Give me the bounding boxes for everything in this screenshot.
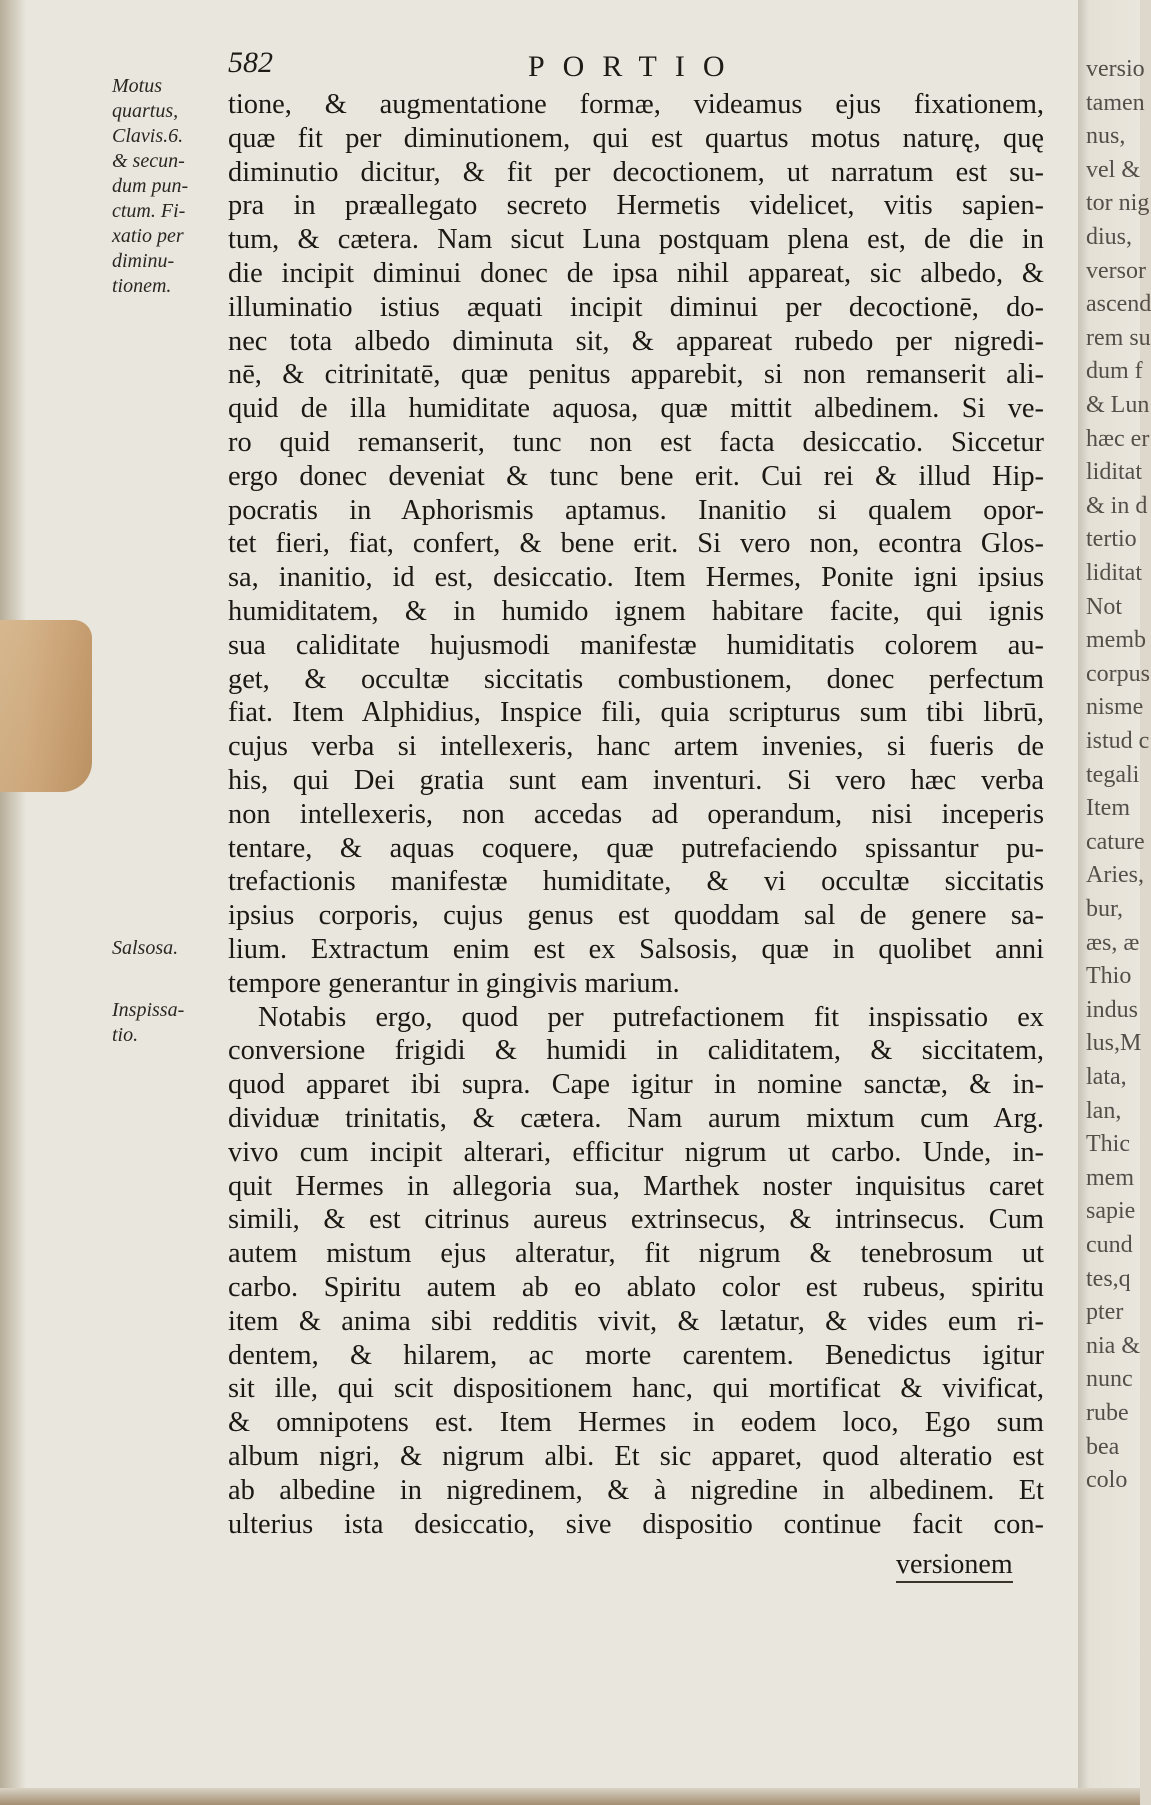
- facing-page-fragment: tamen: [1086, 89, 1145, 116]
- text-line: cujus verba si intellexeris, hanc artem invenies, si fueris de: [228, 731, 1044, 763]
- running-head: PORTIO: [528, 50, 743, 83]
- facing-page-fragment: æs, æ: [1086, 929, 1140, 956]
- facing-page-fragment: lus,M: [1086, 1030, 1142, 1057]
- text-line: conversione frigidi & humidi in caliditatem, & siccitatem,: [228, 1035, 1044, 1067]
- margin-note-line: Motus: [112, 75, 162, 97]
- facing-page-fragment: rem su: [1086, 324, 1151, 351]
- facing-page-fragment: hæc er: [1086, 425, 1150, 452]
- text-line: get, & occultæ siccitatis combustionem, donec perfectum: [228, 663, 1044, 695]
- facing-page-fragment: liditat: [1086, 560, 1142, 586]
- text-line: Notabis ergo, quod per putrefactionem fit inspissatio ex: [258, 1001, 1044, 1033]
- text-line: tentare, & aquas coquere, quæ putrefaciendo spissantur pu-: [228, 832, 1044, 864]
- binding-shadow: [0, 0, 26, 1805]
- text-line: pra in præallegato secreto Hermetis videlicet, vitis sapien-: [228, 190, 1044, 222]
- facing-page-fragment: pter: [1086, 1299, 1124, 1326]
- facing-page-fragment: Thic: [1086, 1131, 1130, 1158]
- text-line: nē, & citrinitatē, quæ penitus apparebit, si non remanserit ali-: [228, 359, 1044, 391]
- text-line: quæ fit per diminutionem, qui est quartus motus naturę, quę: [228, 122, 1044, 154]
- facing-page-fragment: vel &: [1086, 156, 1140, 183]
- tape-strip: [0, 620, 92, 792]
- facing-page-fragment: mem: [1086, 1164, 1134, 1191]
- catchword: versionem: [896, 1549, 1013, 1583]
- text-line: dentem, & hilarem, ac morte carentem. Benedictus igitur: [228, 1339, 1044, 1371]
- margin-note-line: Clavis.6.: [112, 125, 184, 147]
- margin-note: [112, 74, 188, 299]
- margin-note: [112, 936, 178, 961]
- text-line: die incipit diminui donec de ipsa nihil appareat, sic albedo, &: [228, 258, 1044, 289]
- facing-page-fragment: sapie: [1086, 1198, 1136, 1225]
- facing-page-fragment: tes,q: [1086, 1265, 1131, 1292]
- facing-page-fragment: Aries,: [1086, 862, 1144, 889]
- facing-page-fragment: cature: [1086, 828, 1145, 855]
- margin-note-line: dum pun-: [112, 175, 189, 197]
- text-line: ab albedine in nigredinem, & à nigredine in albedinem. Et: [228, 1474, 1044, 1506]
- facing-page-fragment: lan,: [1086, 1097, 1122, 1124]
- text-line: lium. Extractum enim est ex Salsosis, quæ in quolibet anni: [228, 934, 1044, 965]
- text-line: item & anima sibi redditis vivit, & lætatur, & vides eum ri-: [228, 1305, 1044, 1337]
- text-line: sit ille, qui scit dispositionem hanc, qui mortificat & vivificat,: [228, 1373, 1044, 1405]
- text-line: carbo. Spiritu autem ab eo ablato color est rubeus, spiritu: [228, 1272, 1044, 1303]
- margin-note-line: tio.: [112, 1024, 139, 1046]
- text-line: tione, & augmentatione formæ, videamus ejus fixationem,: [228, 89, 1044, 120]
- facing-page-fragment: tegali: [1086, 761, 1140, 788]
- facing-page-edge: [1078, 0, 1151, 1805]
- text-line: tempore generantur in gingivis marium.: [228, 967, 680, 999]
- text-line: sua caliditate hujusmodi manifestæ humiditatis colorem au-: [228, 629, 1044, 661]
- facing-page-fragment: & Lun: [1086, 392, 1150, 418]
- text-line: vivo cum incipit alterari, efficitur nigrum ut carbo. Unde, in-: [228, 1136, 1044, 1168]
- facing-page-fragment: liditat: [1086, 459, 1142, 486]
- margin-note: [112, 998, 184, 1048]
- text-line: dividuæ trinitatis, & cætera. Nam aurum mixtum cum Arg.: [228, 1103, 1044, 1134]
- facing-page-fragment: versor: [1086, 257, 1146, 284]
- facing-page-fragment: istud c: [1086, 728, 1150, 754]
- facing-page-fragment: cund: [1086, 1232, 1133, 1258]
- facing-page-fragment: versio: [1086, 56, 1145, 82]
- text-line: ro quid remanserit, tunc non est facta desiccatio. Siccetur: [228, 427, 1044, 458]
- facing-page-fragment: colo: [1086, 1467, 1128, 1494]
- facing-page-fragment: nus,: [1086, 123, 1126, 150]
- facing-page-fragment: lata,: [1086, 1064, 1127, 1090]
- text-line: autem mistum ejus alteratur, fit nigrum & tenebrosum ut: [228, 1238, 1044, 1270]
- facing-page-fragment: corpus: [1086, 660, 1150, 687]
- text-line: quit Hermes in allegoria sua, Marthek noster inquisitus caret: [228, 1170, 1044, 1202]
- text-line: & omnipotens est. Item Hermes in eodem loco, Ego sum: [228, 1407, 1044, 1439]
- text-line: album nigri, & nigrum albi. Et sic apparet, quod alteratio est: [228, 1441, 1044, 1472]
- margin-note-line: tionem.: [112, 275, 172, 297]
- facing-page-fragment: & in d: [1086, 492, 1148, 519]
- facing-page-fragment: dius,: [1086, 224, 1133, 250]
- facing-page-fragment: bur,: [1086, 896, 1124, 922]
- text-line: ipsius corporis, cujus genus est quoddam sal de genere sa-: [228, 900, 1044, 932]
- text-line: tum, & cætera. Nam sicut Luna postquam plena est, de die in: [228, 224, 1044, 256]
- facing-page-fragment: dum f: [1086, 358, 1143, 385]
- text-line: tet fieri, fiat, confert, & bene erit. Si vero non, econtra Glos-: [228, 528, 1044, 560]
- text-line: diminutio dicitur, & fit per decoctionem, ut narratum est su-: [228, 156, 1044, 188]
- text-line: nec tota albedo diminuta sit, & appareat rubedo per nigredi-: [228, 325, 1044, 357]
- facing-page-fragment: memb: [1086, 627, 1146, 654]
- margin-note-line: & secun-: [112, 150, 185, 172]
- facing-page-fragment: tertio: [1086, 526, 1137, 553]
- text-line: trefactionis manifestæ humiditate, & vi occultæ siccitatis: [228, 866, 1044, 898]
- text-line: ulterius ista desiccatio, sive dispositio continue facit con-: [228, 1508, 1044, 1540]
- facing-page-fragment: ascend: [1086, 291, 1151, 318]
- facing-page-fragment: Item: [1086, 795, 1130, 822]
- text-line: ergo donec deveniat & tunc bene erit. Cui rei & illud Hip-: [228, 460, 1044, 492]
- margin-note-line: Salsosa.: [112, 937, 179, 959]
- text-line: fiat. Item Alphidius, Inspice fili, quia scripturus sum tibi librū,: [228, 697, 1044, 729]
- facing-page-fragment: nunc: [1086, 1366, 1133, 1393]
- text-line: sa, inanitio, id est, desiccatio. Item Hermes, Ponite igni ipsius: [228, 562, 1044, 594]
- facing-page-fragment: nisme: [1086, 694, 1144, 721]
- text-line: his, qui Dei gratia sunt eam inventuri. Si vero hæc verba: [228, 765, 1044, 796]
- facing-page-fragment: Not: [1086, 593, 1122, 620]
- margin-note-line: ctum. Fi-: [112, 200, 186, 222]
- margin-note-line: diminu-: [112, 250, 175, 272]
- text-line: quod apparet ibi supra. Cape igitur in nomine sanctæ, & in-: [228, 1069, 1044, 1101]
- facing-page-fragment: indus: [1086, 996, 1139, 1023]
- margin-note-line: quartus,: [112, 100, 179, 122]
- page-number: 582: [228, 46, 273, 79]
- text-line: non intellexeris, non accedas ad operandum, nisi inceperis: [228, 798, 1044, 830]
- facing-page-fragment: rube: [1086, 1400, 1129, 1426]
- text-line: pocratis in Aphorismis aptamus. Inanitio si qualem opor-: [228, 494, 1044, 526]
- facing-page-fragment: bea: [1086, 1433, 1120, 1460]
- text-line: quid de illa humiditate aquosa, quæ mittit albedinem. Si ve-: [228, 393, 1044, 425]
- facing-page-fragment: tor nig: [1086, 190, 1150, 217]
- text-line: illuminatio istius æquati incipit diminui per decoctionē, do-: [228, 291, 1044, 323]
- text-line: simili, & est citrinus aureus extrinsecus, & intrinsecus. Cum: [228, 1204, 1044, 1236]
- page-bottom-edge: [0, 1788, 1140, 1805]
- text-line: humiditatem, & in humido ignem habitare facite, qui ignis: [228, 596, 1044, 627]
- facing-page-fragment: Thio: [1086, 963, 1132, 990]
- facing-page-fragment: nia &: [1086, 1332, 1140, 1359]
- margin-note-line: Inspissa-: [112, 999, 185, 1021]
- margin-note-line: xatio per: [112, 225, 184, 247]
